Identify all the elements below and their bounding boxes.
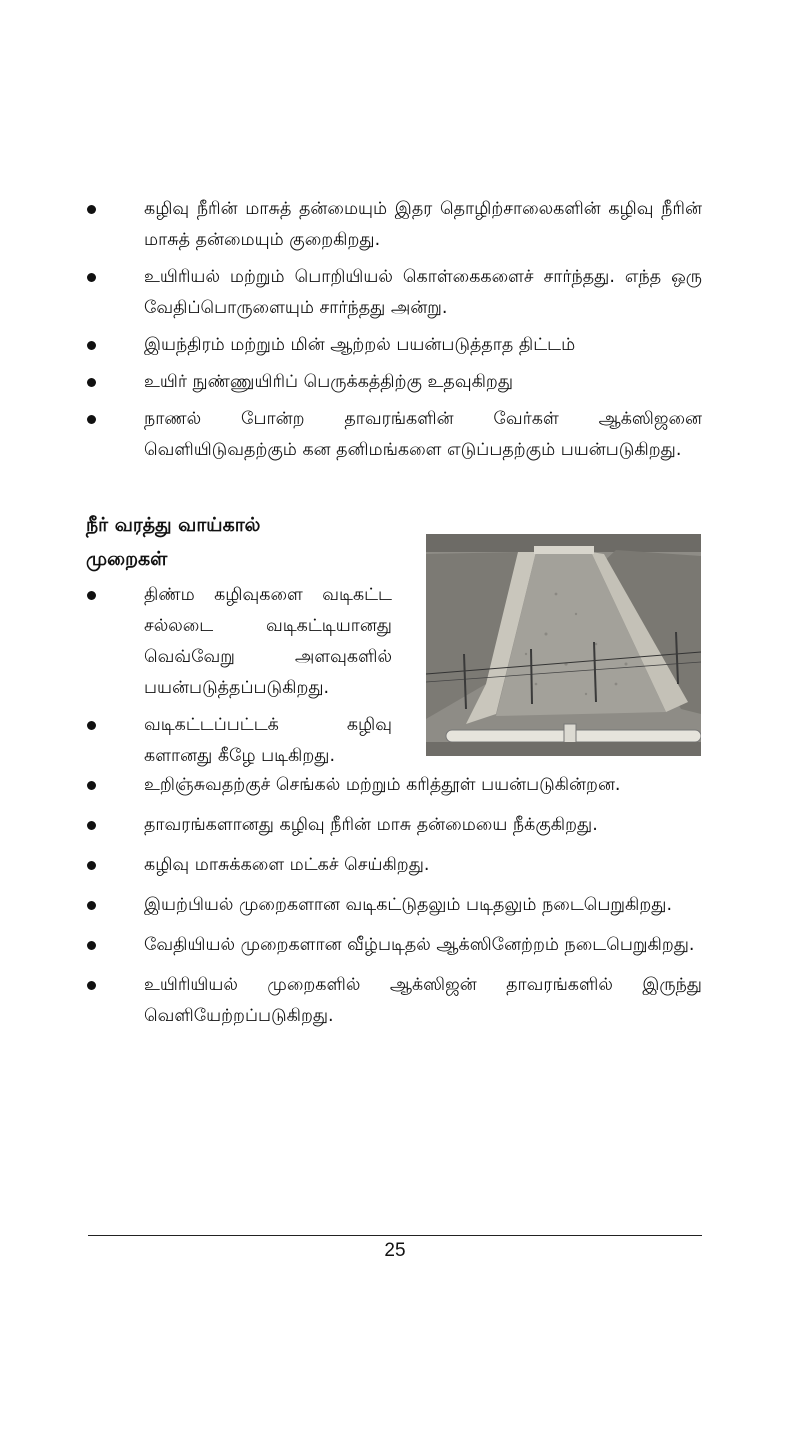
list-item	[86, 367, 702, 398]
section-heading	[86, 508, 406, 576]
bullet-text: உறிஞ்சுவதற்குச் செங்கல் மற்றும் கரித்தூள் பயன்படுகின்றன.	[144, 775, 621, 795]
bullet-icon	[87, 821, 96, 830]
bullet-text: வடிகட்டப்பட்டக் கழிவு களானது கீழே படிகிறது.	[144, 715, 392, 766]
bullet-text: நாணல் போன்ற தாவரங்களின் வேர்கள் ஆக்ஸிஜனை வெளியிடுவதற்கும் கன தனிமங்களை எடுப்பதற்கும் பயன்படுகிறது.	[144, 409, 702, 460]
bullet-icon	[87, 591, 96, 600]
bullet-icon	[87, 941, 96, 950]
list-item	[86, 810, 702, 841]
footer-divider	[88, 1235, 702, 1236]
bullet-icon	[87, 901, 96, 910]
page-number: 25	[384, 1240, 406, 1261]
bullet-text: இயற்பியல் முறைகளான வடிகட்டுதலும் படிதலும் நடைபெறுகிறது.	[144, 895, 673, 915]
bullet-text: உயிரியியல் முறைகளில் ஆக்ஸிஜன் தாவரங்களில் இருந்து வெளியேற்றப்படுகிறது.	[144, 975, 702, 1026]
section-heading-line-2: முறைகள்	[86, 548, 168, 570]
bullet-text: கழிவு மாசுக்களை மட்கச் செய்கிறது.	[144, 855, 430, 875]
bullet-icon	[87, 378, 96, 387]
bullet-icon	[87, 781, 96, 790]
bullet-icon	[87, 273, 96, 282]
list-item	[86, 850, 702, 881]
bullet-icon	[87, 861, 96, 870]
bullet-text: கழிவு நீரின் மாசுத் தன்மையும் இதர தொழிற்சாலைகளின் கழிவு நீரின் மாசுத் தன்மையும் குறைகிறது.	[144, 199, 702, 250]
list-item	[86, 580, 392, 704]
bullet-icon	[87, 981, 96, 990]
list-item	[86, 330, 702, 361]
bullet-icon	[87, 341, 96, 350]
list-item	[86, 970, 702, 1032]
list-item	[86, 770, 702, 801]
bullet-list-top	[86, 194, 702, 472]
bullet-icon	[87, 415, 96, 424]
bullet-text: உயிர் நுண்ணுயிரிப் பெருக்கத்திற்கு உதவுகிறது	[144, 372, 513, 392]
trench-photo	[426, 534, 701, 756]
bullet-text: வேதியியல் முறைகளான வீழ்படிதல் ஆக்ஸினேற்றம் நடைபெறுகிறது.	[144, 935, 695, 955]
bullet-text: தாவரங்களானது கழிவு நீரின் மாசு தன்மையை நீக்குகிறது.	[144, 815, 598, 835]
section-heading-line-1: நீர் வரத்து வாய்கால்	[86, 514, 261, 536]
list-item	[86, 930, 702, 961]
bullet-list-side	[86, 580, 392, 778]
list-item	[86, 710, 392, 772]
bullet-text: இயந்திரம் மற்றும் மின் ஆற்றல் பயன்படுத்தாத திட்டம்	[144, 335, 576, 355]
bullet-icon	[87, 205, 96, 214]
bullet-text: திண்ம கழிவுகளை வடிகட்ட சல்லடை வடிகட்டியானது வெவ்வேறு அளவுகளில் பயன்படுத்தப்படுகிறது.	[144, 585, 392, 698]
list-item	[86, 262, 702, 324]
bullet-list-bottom	[86, 770, 702, 1041]
list-item	[86, 890, 702, 921]
bullet-text: உயிரியல் மற்றும் பொறியியல் கொள்கைகளைச் சார்ந்தது. எந்த ஒரு வேதிப்பொருளையும் சார்ந்தது அன்று.	[144, 267, 702, 318]
list-item	[86, 404, 702, 466]
bullet-icon	[87, 721, 96, 730]
list-item	[86, 194, 702, 256]
